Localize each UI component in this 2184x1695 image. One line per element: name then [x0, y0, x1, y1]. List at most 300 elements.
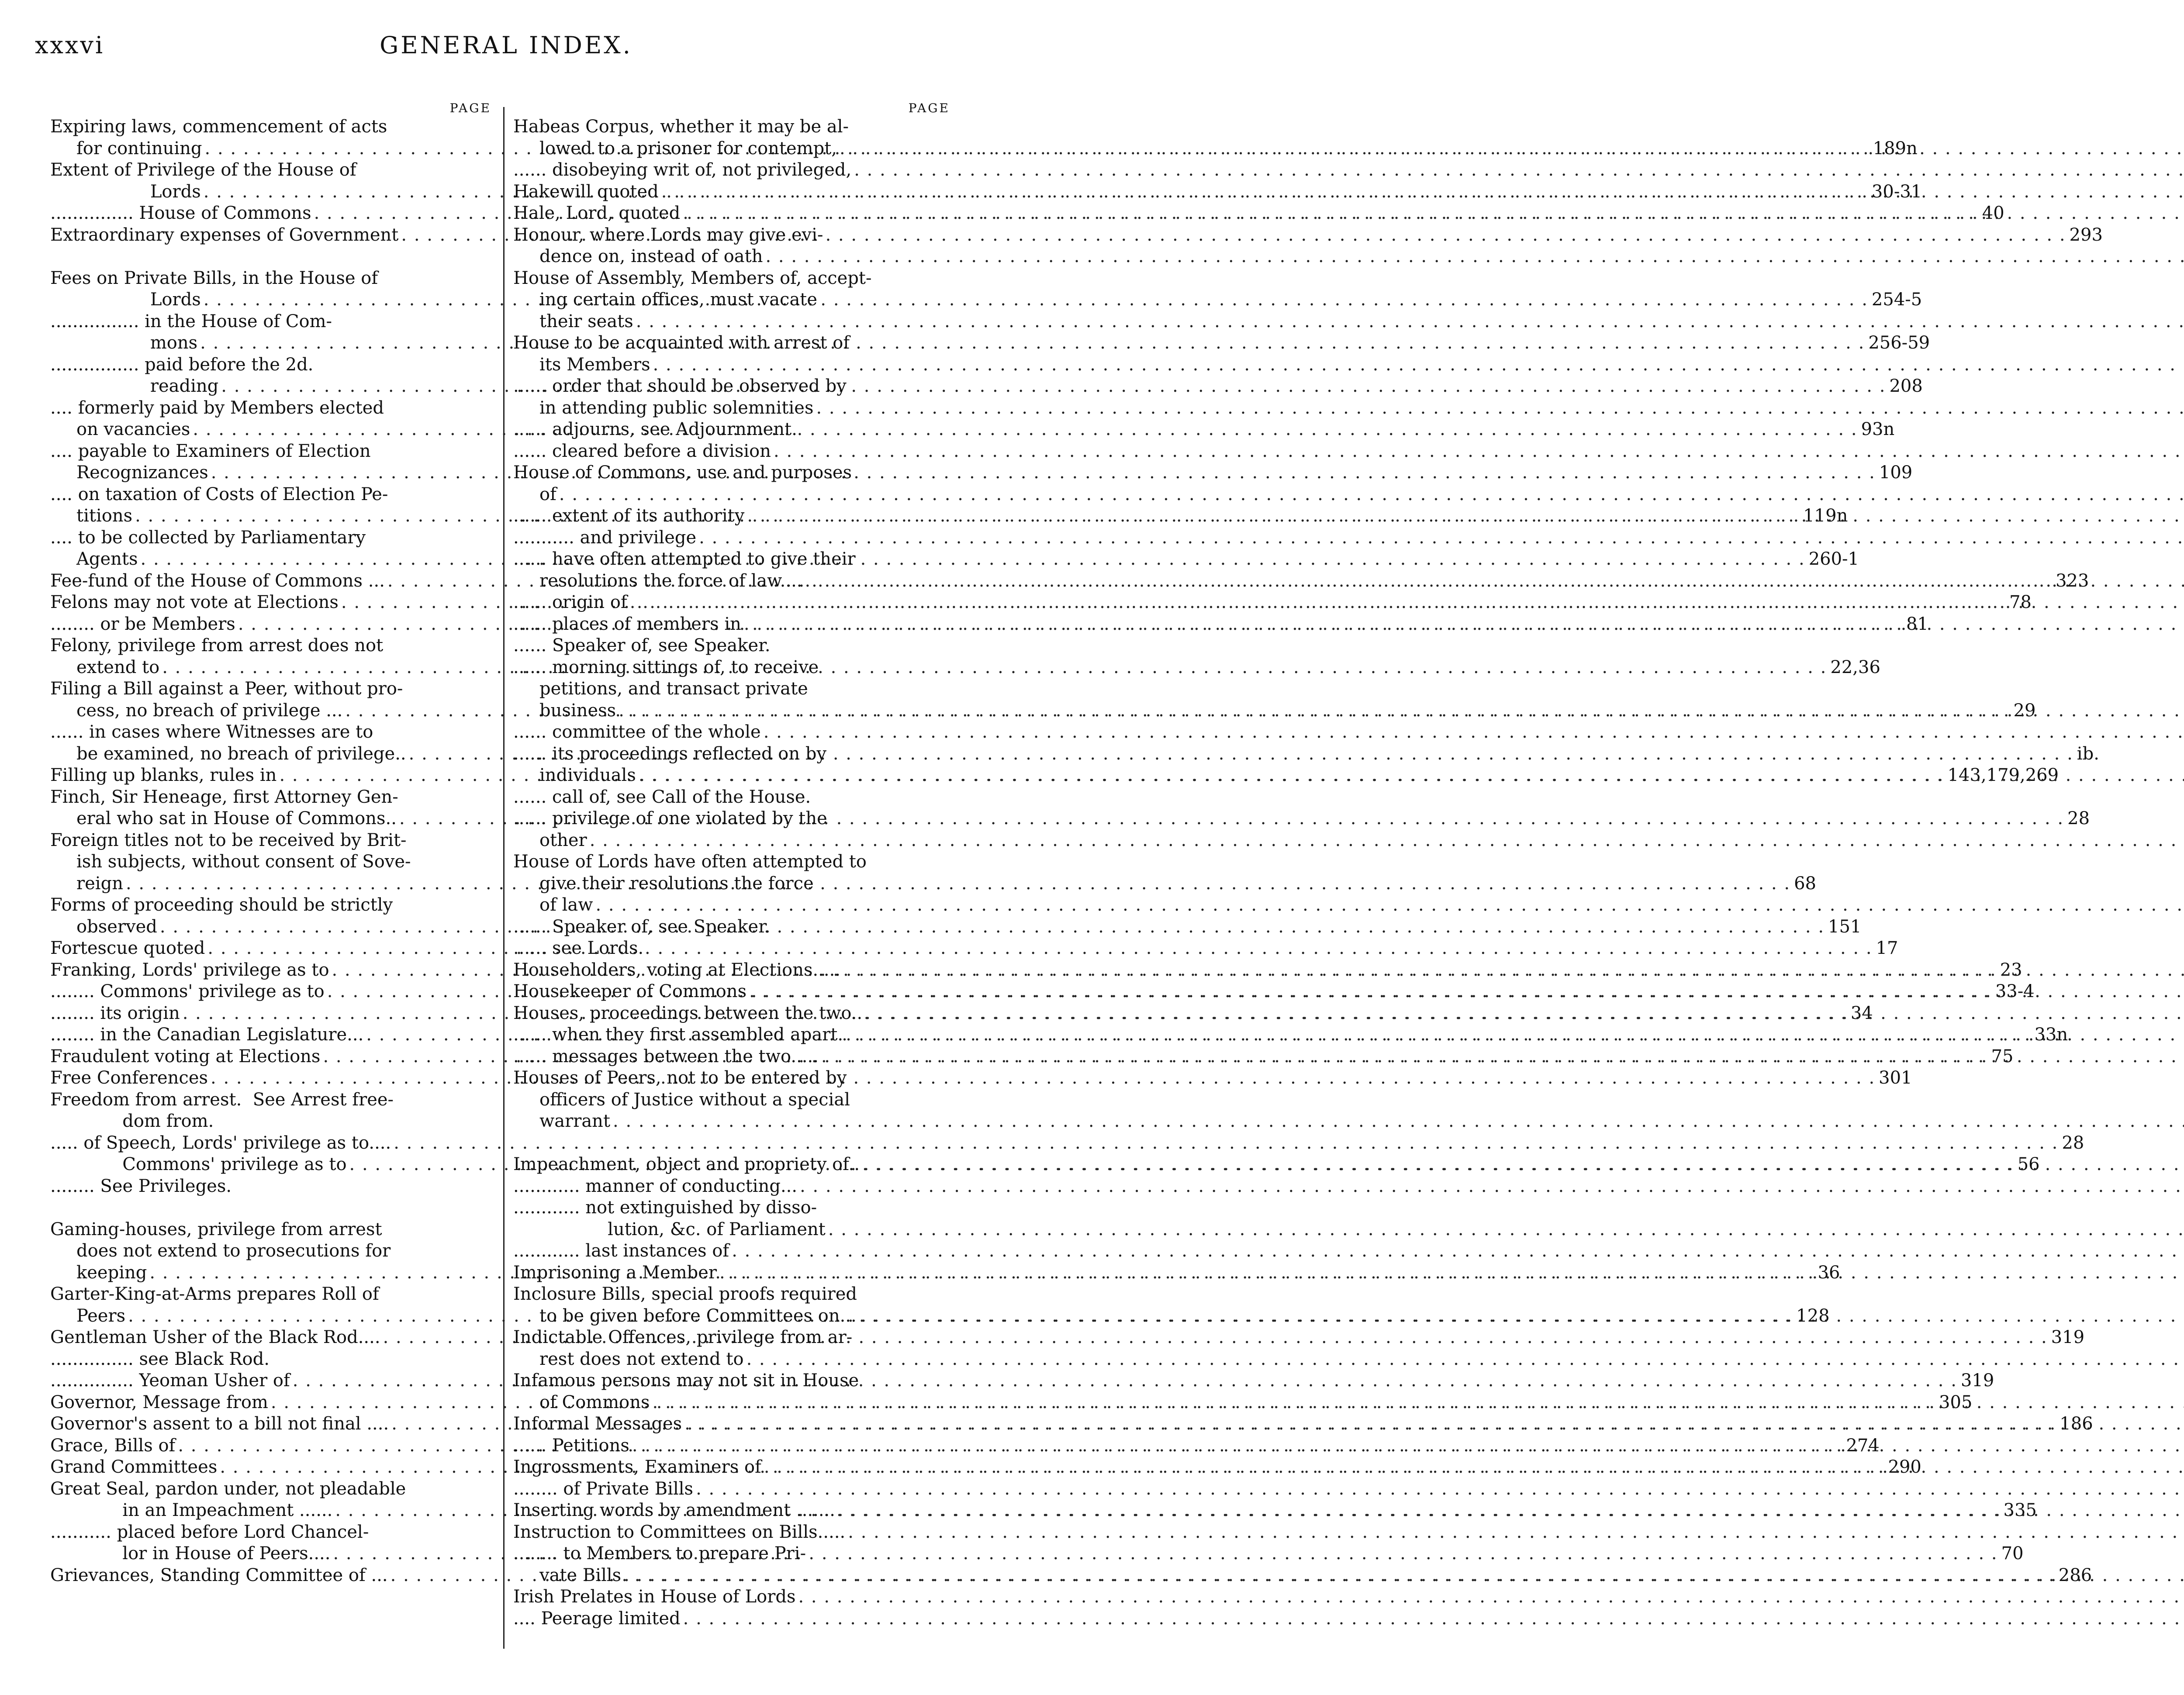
index-entry: [513, 1089, 959, 1111]
entry-text: ...... places of members in: [513, 614, 741, 634]
entry-text: ...... Speaker of, see Speaker.: [513, 916, 771, 937]
index-entry: [513, 830, 959, 852]
entry-text: House of Commons, use and purposes: [513, 463, 852, 483]
entry-text: ..... of Speech, Lords' privilege as to....: [50, 1132, 391, 1153]
leader-dots: [747, 505, 2184, 527]
entry-text: be examined, no breach of privilege..: [76, 743, 406, 764]
entry-text: ...... adjourns, see Adjournment.: [513, 419, 797, 439]
index-entry: [513, 1176, 959, 1198]
index-entry: [513, 787, 959, 808]
entry-text: Imprisoning a Member: [513, 1262, 717, 1283]
leader-dots: [719, 1262, 2184, 1284]
entry-text: Fee-fund of the House of Commons ...: [50, 570, 385, 591]
index-entry: [50, 1176, 500, 1198]
index-entry: [513, 311, 959, 333]
entry-text: ........ Commons' privilege as to: [50, 981, 325, 1001]
leader-dots: [696, 1478, 2184, 1500]
index-entry: [50, 116, 500, 138]
entry-text: House of Lords have often attempted to: [513, 852, 867, 872]
index-entry: [513, 1435, 959, 1457]
index-entry: [50, 1219, 500, 1241]
index-entry: [50, 246, 500, 268]
entry-page-ref: 301: [1879, 1068, 1912, 1088]
entry-text: Hakewill quoted: [513, 181, 659, 202]
entry-text: Inclosure Bills, special proofs required: [513, 1284, 857, 1304]
entry-text: officers of Justice without a special: [539, 1089, 850, 1110]
leader-dots: [636, 311, 2184, 333]
index-entry: [50, 1349, 500, 1370]
entry-page-ref: 70: [2001, 1543, 2024, 1564]
entry-text: Peers: [76, 1305, 126, 1326]
entry-text: ...... when they first assembled apart.: [513, 1025, 843, 1045]
index-entry: [50, 1240, 500, 1262]
entry-text: Ingrossments, Examiners of: [513, 1457, 761, 1477]
entry-text: .... Peerage limited: [513, 1608, 681, 1629]
index-entry: [513, 419, 959, 441]
index-entry: [513, 1132, 959, 1154]
index-entry: [513, 1262, 959, 1284]
entry-text: titions: [76, 506, 133, 526]
entry-text: ........ See Privileges.: [50, 1176, 232, 1196]
entry-page-ref: 29: [2013, 700, 2036, 721]
entry-text: Forms of proceeding should be strictly: [50, 895, 393, 915]
entry-text: Lords: [50, 181, 201, 202]
index-entry: [513, 397, 959, 419]
page-header: [0, 31, 1012, 66]
index-entry: [513, 1197, 959, 1219]
leader-dots: [859, 1305, 2184, 1327]
index-entry: [513, 808, 959, 830]
entry-text: its Members: [539, 354, 650, 375]
index-entry: [513, 1327, 959, 1349]
index-entry: [513, 938, 959, 960]
index-entry: [513, 1500, 959, 1522]
entry-text: vate Bills: [539, 1565, 622, 1585]
entry-page-ref: 286: [2058, 1565, 2092, 1585]
entry-page-ref: 109: [1879, 463, 1913, 483]
entry-page-ref: 186: [2060, 1414, 2093, 1434]
entry-text: ............ manner of conducting...: [513, 1176, 798, 1196]
index-entry: [513, 570, 959, 592]
index-entry: [50, 1522, 500, 1543]
entry-text: Extraordinary expenses of Government: [50, 224, 399, 245]
entry-text: ...... privilege of one violated by the: [513, 808, 827, 829]
entry-text: .... on taxation of Costs of Election Pe-: [50, 484, 388, 504]
entry-text: House of Assembly, Members of, accept-: [513, 268, 872, 288]
entry-page-ref: 68: [1794, 873, 1817, 894]
entry-text: .... payable to Examiners of Election: [50, 441, 371, 461]
entry-text: ...... committee of the whole: [513, 722, 761, 742]
index-entry: [513, 700, 959, 722]
entry-text: of law: [539, 895, 593, 915]
leader-dots: [211, 462, 1876, 484]
entry-text: Fees on Private Bills, in the House of: [50, 268, 378, 288]
entry-text: Recognizances: [76, 463, 208, 483]
index-entry: [513, 1392, 959, 1414]
entry-text: lution, &c. of Parliament: [513, 1219, 826, 1239]
index-entry: [513, 203, 959, 224]
leader-dots: [162, 657, 1827, 679]
index-entry: [513, 592, 959, 614]
leader-dots: [221, 376, 1886, 397]
index-entry: [513, 960, 959, 981]
leader-dots: [816, 397, 2184, 419]
entry-text: in an Impeachment ......: [50, 1500, 333, 1520]
entry-text: ................ in the House of Com-: [50, 311, 332, 331]
entry-text: ............ not extinguished by disso-: [513, 1198, 817, 1218]
index-entry: [513, 894, 959, 916]
leader-dots: [683, 1608, 2184, 1630]
entry-page-ref: 56: [2017, 1154, 2040, 1174]
index-entry: [513, 1024, 959, 1046]
entry-text: Garter-King-at-Arms prepares Roll of: [50, 1284, 379, 1304]
entry-text: Free Conferences: [50, 1068, 208, 1088]
entry-text: ...... morning sittings of, to receive: [513, 657, 819, 677]
entry-text: dence on, instead of oath: [539, 246, 763, 266]
entry-text: ...... call of, see Call of the House.: [513, 787, 811, 807]
entry-text: other: [539, 830, 587, 850]
index-entry: [513, 1305, 959, 1327]
entry-text: on vacancies: [76, 419, 190, 439]
entry-text: ...... Speaker of, see Speaker.: [513, 635, 771, 656]
entry-page-ref: 75: [1991, 1046, 2014, 1067]
entry-text: ...... origin of: [513, 592, 627, 612]
index-entry: [513, 1608, 959, 1630]
index-entry: [513, 721, 959, 743]
entry-text: Felony, privilege from arrest does not: [50, 635, 384, 656]
entry-page-ref: 81: [1906, 614, 1928, 634]
entry-page-ref: 293: [2069, 224, 2103, 245]
index-entry: [50, 527, 500, 549]
index-entry: [50, 830, 500, 852]
entry-text: House to be acquainted with arrest of: [513, 333, 850, 353]
entry-text: their seats: [539, 311, 633, 331]
leader-dots: [749, 981, 2184, 1003]
index-entry: [513, 873, 959, 895]
index-entry: [513, 678, 959, 700]
entry-text: dom from.: [50, 1111, 214, 1131]
entry-text: Houses, proceedings between the two..: [513, 1003, 863, 1023]
index-entry: [513, 1067, 959, 1089]
column-head-page: PAGE: [908, 101, 950, 115]
entry-text: Finch, Sir Heneage, first Attorney Gen-: [50, 787, 398, 807]
leader-dots: [865, 1003, 2184, 1025]
index-entry: [513, 635, 959, 657]
entry-text: Habeas Corpus, whether it may be al-: [513, 117, 849, 137]
index-entry: [50, 1089, 500, 1111]
entry-text: ........ in the Canadian Legislature...: [50, 1025, 364, 1045]
index-entry: [513, 289, 959, 311]
entry-text: individuals: [539, 765, 636, 785]
entry-page-ref: 93n: [1861, 419, 1895, 439]
entry-text: Foreign titles not to be received by Brit-: [50, 830, 407, 850]
entry-page-ref: 260-1: [1808, 549, 1859, 569]
index-entry: [513, 527, 959, 549]
entry-page-ref: ib.: [2077, 743, 2099, 764]
entry-text: Inserting words by amendment .......: [513, 1500, 836, 1520]
entry-text: Governor's assent to a bill not final ....: [50, 1414, 389, 1434]
index-entry: [50, 159, 500, 181]
leader-dots: [764, 721, 2184, 743]
entry-text: ...... extent of its authority: [513, 506, 745, 526]
leader-dots: [632, 1435, 2184, 1457]
leader-dots: [141, 549, 1805, 570]
leader-dots: [699, 527, 2184, 549]
entry-text: ...... order that should be observed by: [513, 376, 847, 396]
index-entry: [50, 721, 500, 743]
entry-text: lor in House of Peers....: [50, 1543, 331, 1564]
index-entry: [513, 1349, 959, 1370]
entry-text: Grievances, Standing Committee of ...: [50, 1565, 388, 1585]
entry-text: Housekeeper of Commons: [513, 981, 747, 1001]
index-entry: [50, 441, 500, 463]
entry-text: ............ last instances of: [513, 1241, 729, 1261]
index-entry: [513, 116, 959, 138]
leader-dots: [846, 1024, 2184, 1046]
index-entry: [513, 505, 959, 527]
index-entry: [513, 743, 959, 765]
entry-text: Honour, where Lords may give evi-: [513, 224, 823, 245]
leader-dots: [613, 1111, 2184, 1132]
leader-dots: [862, 1154, 2184, 1176]
entry-page-ref: 151: [1828, 916, 1862, 937]
index-entry: [513, 1457, 959, 1478]
entry-text: Irish Prelates in House of Lords: [513, 1587, 796, 1607]
entry-text: ........ of Private Bills: [513, 1478, 694, 1499]
index-entry: [513, 549, 959, 570]
entry-page-ref: 28: [2062, 1132, 2084, 1153]
leader-dots: [828, 1219, 2184, 1241]
entry-text: ...... see Lords.: [513, 938, 644, 958]
index-entry: [513, 1586, 959, 1608]
entry-text: Impeachment, object and propriety of..: [513, 1154, 860, 1174]
index-entry-list: [513, 116, 959, 1629]
entry-text: give their resolutions the force: [539, 873, 814, 894]
entry-page-ref: 274: [1846, 1435, 1880, 1456]
leader-dots: [798, 1586, 2184, 1608]
leader-dots: [746, 1349, 2184, 1370]
entry-text: ................ paid before the 2d.: [50, 354, 314, 375]
entry-text: ........ or be Members: [50, 614, 235, 634]
leader-dots: [838, 1500, 2184, 1522]
entry-text: ...... cleared before a division: [513, 441, 771, 461]
index-entry: [513, 1111, 959, 1132]
leader-dots: [193, 419, 1857, 441]
entry-text: Freedom from arrest. See Arrest free-: [50, 1089, 394, 1110]
entry-page-ref: 319: [1960, 1370, 1994, 1391]
index-column-right: [513, 100, 959, 1629]
entry-page-ref: 33-4: [1995, 981, 2035, 1001]
leader-dots: [854, 159, 2184, 181]
entry-text: ish subjects, without consent of Sove-: [76, 852, 411, 872]
entry-text: Householders, voting at Elections.....: [513, 960, 841, 980]
index-entry: [50, 1111, 500, 1132]
entry-text: extend to: [76, 657, 160, 677]
entry-text: Grand Committees: [50, 1457, 218, 1477]
entry-text: ...... in cases where Witnesses are to: [50, 722, 373, 742]
entry-text: lowed to a prisoner for contempt,: [539, 138, 837, 159]
entry-text: ...... messages between the two.....: [513, 1046, 819, 1067]
entry-text: for continuing: [76, 138, 202, 159]
index-entry: [513, 268, 959, 290]
index-entry: [513, 851, 959, 873]
entry-page-ref: 28: [2067, 808, 2090, 829]
entry-text: business: [539, 700, 616, 721]
entry-text: ing certain offices, must vacate: [539, 290, 818, 310]
index-entry: [513, 1154, 959, 1176]
leader-dots: [661, 181, 2184, 203]
entry-text: of: [539, 484, 556, 504]
entry-text: ............... see Black Rod.: [50, 1349, 270, 1369]
index-entry: [50, 354, 500, 376]
index-entry: [513, 332, 959, 354]
entry-text: Felons may not vote at Elections: [50, 592, 339, 612]
entry-text: keeping: [76, 1262, 147, 1283]
entry-page-ref: 128: [1796, 1305, 1830, 1326]
entry-text: Extent of Privilege of the House of: [50, 160, 356, 180]
leader-dots: [848, 1522, 2184, 1543]
entry-text: Gaming-houses, privilege from arrest: [50, 1219, 382, 1239]
entry-page-ref: 22,36: [1830, 657, 1880, 677]
index-entry: [50, 397, 500, 419]
leader-dots: [653, 354, 2184, 376]
entry-text: Filing a Bill against a Peer, without pro-: [50, 679, 403, 699]
entry-text: ........... placed before Lord Chancel-: [50, 1522, 369, 1542]
entry-text: Indictable Offences, privilege from ar-: [513, 1327, 853, 1347]
index-entry: [513, 1284, 959, 1305]
entry-text: mons: [50, 333, 198, 353]
entry-text: Fraudulent voting at Elections: [50, 1046, 321, 1067]
entry-page-ref: 208: [1889, 376, 1923, 396]
entry-text: reading: [50, 376, 219, 396]
index-entry: [513, 1522, 959, 1543]
entry-page-ref: 17: [1876, 938, 1898, 958]
entry-text: petitions, and transact private: [539, 679, 808, 699]
index-entry: [50, 787, 500, 808]
leader-dots: [624, 1565, 2184, 1587]
entry-text: eral who sat in House of Commons..: [76, 808, 397, 829]
entry-text: .... formerly paid by Members elected: [50, 397, 384, 418]
entry-page-ref: 323: [2056, 570, 2089, 591]
index-entry: [513, 1003, 959, 1025]
index-entry: [513, 1240, 959, 1262]
leader-dots: [590, 830, 2184, 852]
entry-page-ref: 40: [1982, 203, 2004, 223]
entry-text: .... to be collected by Parliamentary: [50, 527, 366, 548]
entry-text: Informal Messages: [513, 1414, 682, 1434]
index-entry: [513, 1046, 959, 1068]
index-entry: [513, 1565, 959, 1587]
leader-dots: [559, 484, 2184, 506]
index-entry: [50, 851, 500, 873]
entry-text: ............... House of Commons: [50, 203, 311, 223]
index-entry: [50, 484, 500, 506]
leader-dots: [595, 894, 2184, 916]
entry-text: Franking, Lords' privilege as to: [50, 960, 329, 980]
leader-dots: [204, 289, 1868, 311]
index-entry: [513, 181, 959, 203]
index-entry: [513, 159, 959, 181]
index-entry: [50, 894, 500, 916]
entry-text: Great Seal, pardon under, not pleadable: [50, 1478, 406, 1499]
index-entry: [513, 138, 959, 160]
entry-text: Filling up blanks, rules in: [50, 765, 277, 785]
leader-dots: [630, 592, 2184, 614]
entry-text: ............... Yeoman Usher of: [50, 1370, 290, 1391]
leader-dots: [774, 441, 2184, 463]
leader-dots: [800, 1176, 2184, 1198]
index-entry: [513, 916, 959, 938]
leader-dots: [821, 1046, 2184, 1068]
page-number: xxxvi: [35, 31, 105, 59]
entry-page-ref: 36: [1818, 1262, 1840, 1283]
entry-text: Commons' privilege as to: [50, 1154, 347, 1174]
index-entry: [513, 1478, 959, 1500]
leader-dots: [207, 938, 1872, 960]
entry-text: in attending public solemnities: [539, 397, 814, 418]
entry-text: resolutions the force of law....: [539, 570, 802, 591]
leader-dots: [764, 1457, 2184, 1478]
index-entry: [50, 1284, 500, 1305]
index-entry: [513, 484, 959, 506]
entry-text: does not extend to prosecutions for: [76, 1241, 391, 1261]
leader-dots: [765, 246, 2184, 268]
column-head-page: PAGE: [449, 101, 491, 115]
entry-text: ........ to Members to prepare Pri-: [513, 1543, 806, 1564]
index-entry: [50, 311, 500, 333]
index-entry: [513, 441, 959, 463]
index-entry: [513, 657, 959, 679]
entry-page-ref: 335: [2003, 1500, 2037, 1520]
leader-dots: [619, 700, 2184, 722]
index-entry: [513, 246, 959, 268]
index-entry: [513, 224, 959, 246]
entry-text: rest does not extend to: [539, 1349, 744, 1369]
entry-page-ref: 119n: [1803, 506, 1848, 526]
entry-text: warrant: [539, 1111, 611, 1131]
entry-page-ref: 290: [1888, 1457, 1921, 1477]
entry-page-ref: 33n: [2034, 1025, 2068, 1045]
entry-text: Infamous persons may not sit in House: [513, 1370, 859, 1391]
index-entry: [513, 354, 959, 376]
leader-dots: [805, 570, 2184, 592]
entry-text: ...... Petitions: [513, 1435, 629, 1456]
entry-text: ........ its origin: [50, 1003, 180, 1023]
entry-text: reign: [76, 873, 123, 894]
leader-dots: [160, 916, 1825, 938]
entry-text: ...... disobeying writ of, not privileged,: [513, 160, 852, 180]
running-title: GENERAL INDEX.: [380, 31, 632, 59]
index-entry: [513, 1370, 959, 1392]
entry-text: Governor, Message from: [50, 1392, 268, 1412]
leader-dots: [732, 1240, 2184, 1262]
entry-text: Agents: [76, 549, 138, 569]
index-entry: [50, 268, 500, 290]
entry-page-ref: 319: [2051, 1327, 2085, 1347]
leader-dots: [211, 1067, 1875, 1089]
entry-text: ...... have often attempted to give their: [513, 549, 856, 569]
entry-page-ref: 30-31: [1871, 181, 1922, 202]
entry-text: ...... its proceedings reflected on by: [513, 743, 827, 764]
index-entry: [513, 462, 959, 484]
entry-page-ref: 34: [1850, 1003, 1873, 1023]
leader-dots: [653, 1392, 2184, 1414]
entry-text: Houses of Peers, not to be entered by: [513, 1068, 847, 1088]
entry-text: cess, no breach of privilege ...: [76, 700, 343, 721]
entry-text: ........... and privilege: [513, 527, 697, 548]
entry-text: to be given before Committees on...: [539, 1305, 857, 1326]
leader-dots: [843, 960, 2184, 981]
